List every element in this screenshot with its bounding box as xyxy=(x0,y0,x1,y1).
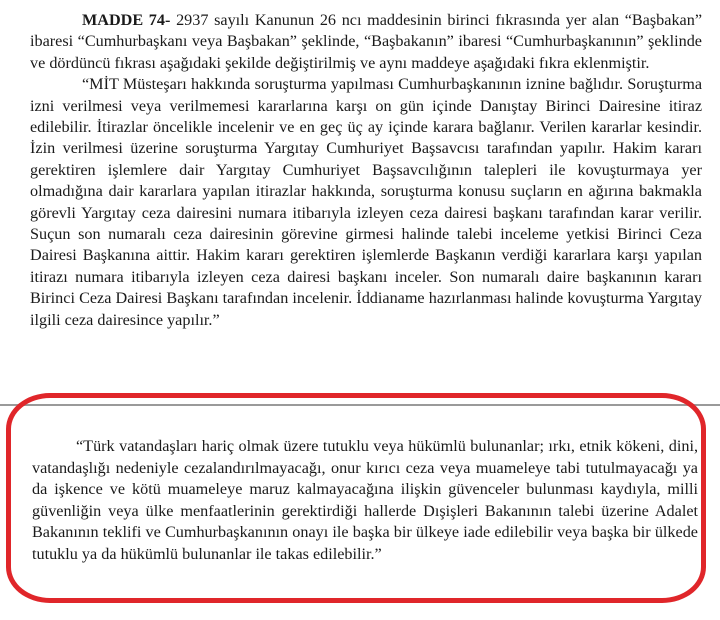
mit-investigation-paragraph: “MİT Müsteşarı hakkında soruşturma yapılması Cumhurbaşkanının iznine bağlıdır. Soruşturma izni verilmesi veya verilmemesi kararlarına karşı on gün içinde Danıştay Birinci Dairesine itiraz edilebilir. İtirazlar öncelikle incelenir ve en geç üç ay içinde karara bağlanır. Verilen kararlar kesindir. İzin verilmesi üzerine soruşturma Yargıtay Cumhuriyet Başsavcısı tarafından yapılır. Hakim kararı gerektiren işlemlere dair Yargıtay Cumhuriyet Başsavcılığının talepleri ile kovuşturmaya yer olmadığına dair kararlara yapılan itirazlar hakkında, soruşturma konusu suçların en ağırına bakmakla görevli Yargıtay ceza dairesini numara itibarıyla izleyen ceza dairesi başkanı tarafından karar verilir. Suçun son numaralı ceza dairesinin görevine girmesi halinde talebi inceleme yetkisi Birinci Ceza Dairesi Başkanına aittir. Hakim kararı gerektiren işlemlerde Başkanın verdiği kararlara karşı yapılan itirazı numara itibarıyla izleyen ceza dairesi başkanı inceler. Son numaralı daire başkanının kararı Birinci Ceza Dairesi Başkanı tarafından incelenir. İddianame hazırlanması halinde kovuşturma Yargıtay ilgili ceza dairesince yapılır.” xyxy=(30,75,702,329)
article-intro-paragraph xyxy=(30,10,702,74)
article-intro-text: 2937 sayılı Kanunun 26 ncı maddesinin birinci fıkrasında yer alan “Başbakan” ibaresi “Cumhurbaşkanı veya Başbakan” şeklinde, “Başbakanın” ibaresi “Cumhurbaşkanının” şeklinde ve dördüncü fıkrası aşağıdaki şekilde değiştirilmiş ve aynı maddeye aşağıdaki fıkra eklenmiştir. xyxy=(30,11,702,72)
article-74-text xyxy=(30,10,702,331)
page-divider-line xyxy=(0,404,720,406)
highlighted-clause xyxy=(32,436,698,566)
extradition-exchange-paragraph: “Türk vatandaşları hariç olmak üzere tutuklu veya hükümlü bulunanlar; ırkı, etnik kökeni, dini, vatandaşlığı nedeniyle cezalandırılmayacağı, onur kırıcı ceza veya muameleye tabi tutulmayacağı ya da işkence ve kötü muameleye maruz kalmayacağına ilişkin güvenceler bulunması kaydıyla, milli güvenliğin veya ülke menfaatlerinin gerektirdiği hallerde Dışişleri Bakanının talebi üzerine Adalet Bakanının teklifi ve Cumhurbaşkanının onayı ile başka bir ülkeye iade edilebilir veya başka bir ülkede tutuklu ya da hükümlü bulunanlar ile takas edilebilir.” xyxy=(32,437,698,563)
article-number-label: MADDE 74- xyxy=(82,11,171,29)
